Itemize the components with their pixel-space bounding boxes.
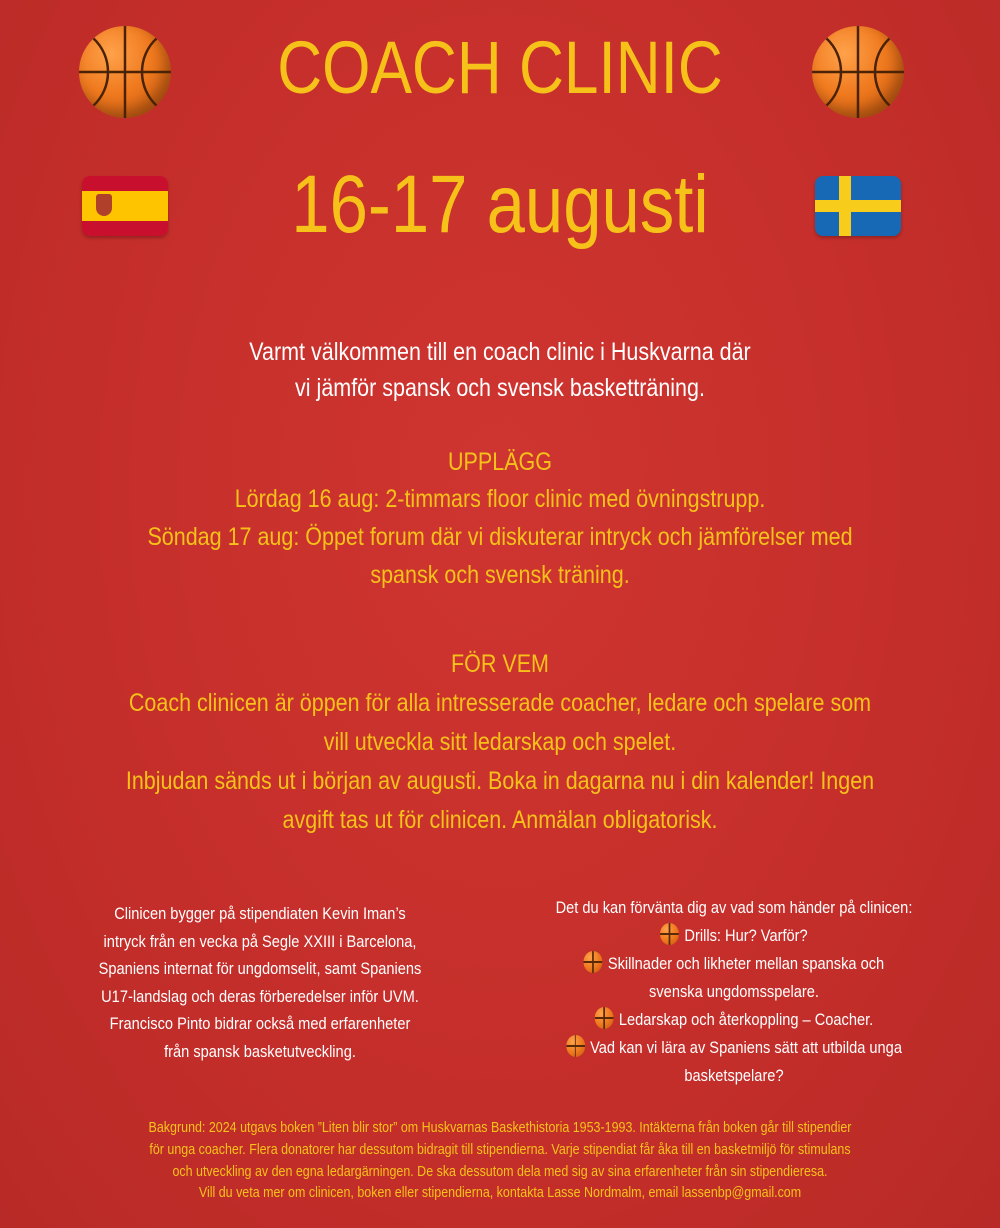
clinic-background-text: Clinicen bygger på stipendiaten Kevin Iman’s intryck från en vecka på Segle XXIII i Barcelona, Spaniens internat för ungdomselit, samt Spaniens U17-landslag och deras förberedelser inför UVM. Francisco Pinto bidrar också med erfarenheter från spansk basketutveckling.	[98, 904, 422, 1061]
basketball-icon	[584, 951, 603, 973]
intro-text: Varmt välkommen till en coach clinic i Huskvarna där vi jämför spansk och svensk basketträning.	[249, 338, 751, 402]
event-dates: 16-17 augusti	[291, 159, 709, 250]
section-heading-upplagg: UPPLÄGG	[448, 448, 552, 476]
list-item: Drills: Hur? Varför?	[533, 922, 935, 950]
footer-background-text: Bakgrund: 2024 utgavs boken ”Liten blir stor” om Huskvarnas Baskethistoria 1953-1993. Intäkterna från boken går till stipendier för unga coacher. Flera donatorer har dessutom bidragit till stipendierna. Varje stipendiat får åka till en basketmiljö för stimulans och utveckling av den egna ledargärningen. De ska dessutom dela med sig av sina erfarenheter från sin stipendieresa. Vill du veta mer om clinicen, boken eller stipendierna, kontakta Lasse Nordmalm, email lassenbp@gmail.com	[148, 1120, 852, 1202]
basketball-icon	[566, 1035, 585, 1057]
list-item: Vad kan vi lära av Spaniens sätt att utbilda unga	[533, 1034, 935, 1062]
upplagg-text: Lördag 16 aug: 2-timmars floor clinic med övningstrupp. Söndag 17 aug: Öppet forum där vi diskuterar intryck och jämförelser med spansk och svensk träning.	[147, 485, 853, 589]
list-item: Ledarskap och återkoppling – Coacher.	[533, 1006, 935, 1034]
list-item: Skillnader och likheter mellan spanska och	[533, 950, 935, 978]
expectations-intro: Det du kan förvänta dig av vad som händer på clinicen:	[555, 898, 913, 917]
section-heading-for-vem: FÖR VEM	[451, 650, 549, 678]
basketball-icon	[595, 1007, 614, 1029]
for-vem-text: Coach clinicen är öppen för alla intresserade coacher, ledare och spelare som vill utveckla sitt ledarskap och spelet. Inbjudan sänds ut i början av augusti. Boka in dagarna nu i din kalender! Ingen avgift tas ut för clinicen. Anmälan obligatorisk.	[125, 689, 875, 834]
page-title: COACH CLINIC	[277, 26, 723, 109]
basketball-icon	[660, 923, 679, 945]
expectations-list: Det du kan förvänta dig av vad som händer på clinicen: Drills: Hur? Varför? Skillnader och likheter mellan spanska och svenska ungdomsspelare. Ledarskap och återkoppling – Coacher. Vad kan vi lära av Spaniens sätt att utbilda unga basketspelare?	[533, 894, 935, 1090]
